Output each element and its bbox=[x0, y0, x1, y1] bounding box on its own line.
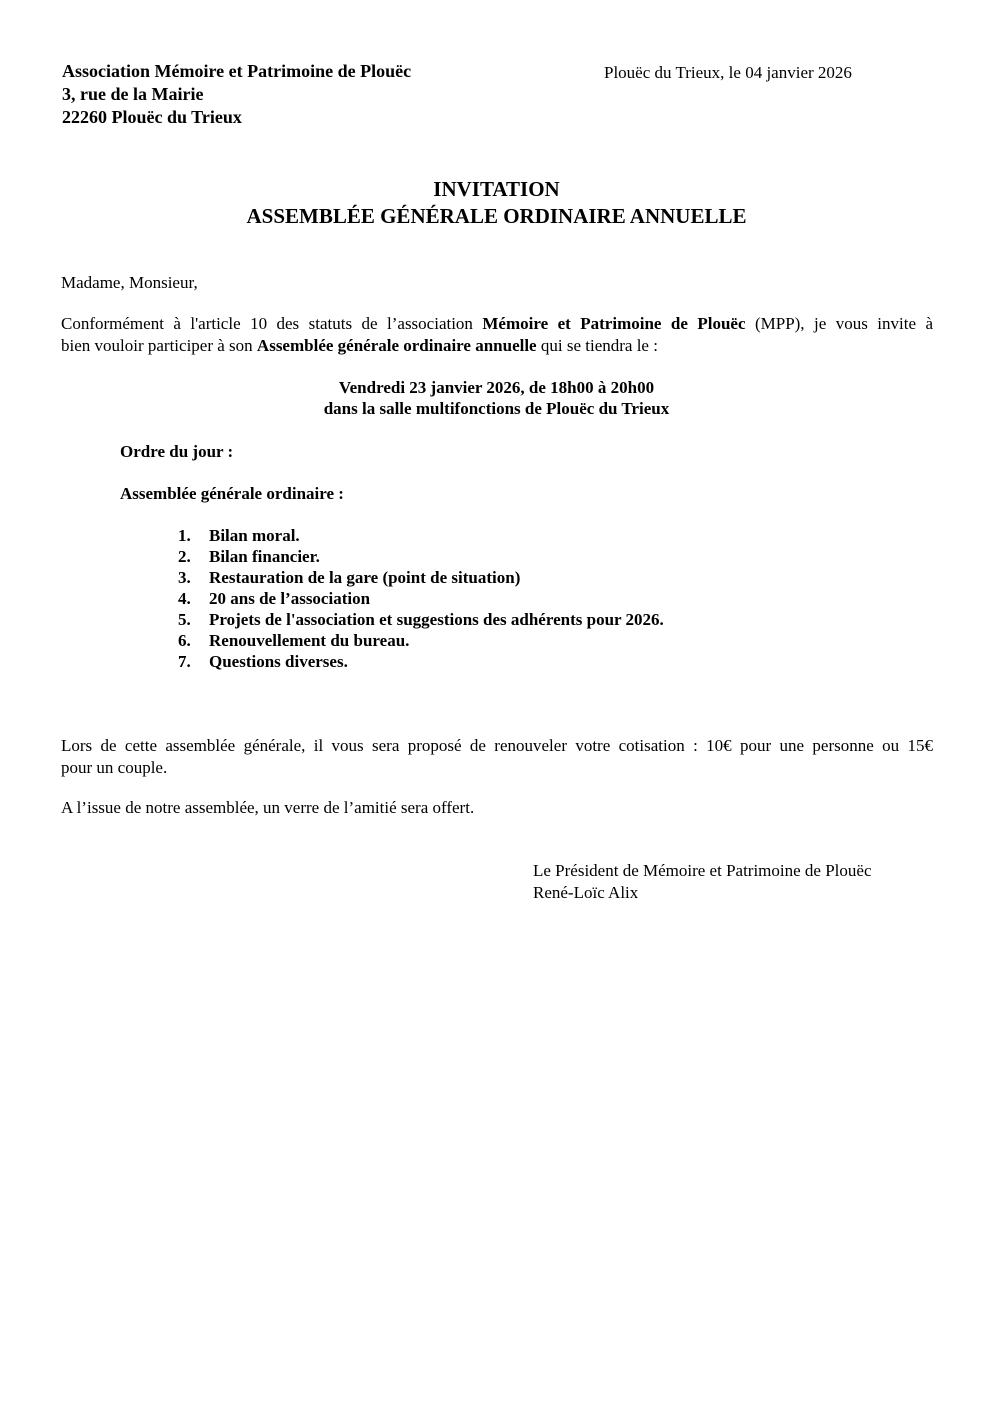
intro-paragraph bbox=[61, 313, 933, 357]
signatory-name: René-Loïc Alix bbox=[533, 883, 639, 902]
signatory-role: Le Président de Mémoire et Patrimoine de Plouëc bbox=[533, 861, 872, 880]
event-location: dans la salle multifonctions de Plouëc du Trieux bbox=[323, 399, 670, 418]
agenda-item bbox=[178, 609, 664, 630]
sender-address-block bbox=[62, 60, 411, 129]
event-details bbox=[0, 377, 993, 419]
agenda-item-number: 7. bbox=[178, 652, 191, 671]
agenda-item-text: 20 ans de l’association bbox=[209, 589, 371, 608]
agenda-item-number: 6. bbox=[178, 631, 191, 650]
intro-text-2: (MPP), je vous invite à bbox=[745, 314, 934, 333]
agenda-item-number: 5. bbox=[178, 610, 191, 629]
agenda-item bbox=[178, 567, 664, 588]
agenda-item bbox=[178, 546, 664, 567]
agenda-item-number: 4. bbox=[178, 589, 191, 608]
agenda-item-text: Restauration de la gare (point de situation) bbox=[209, 568, 521, 587]
agenda-item bbox=[178, 588, 664, 609]
agenda-item bbox=[178, 651, 664, 672]
agenda-title: Ordre du jour : bbox=[120, 442, 234, 461]
agenda-item-text: Renouvellement du bureau. bbox=[209, 631, 410, 650]
agenda-item bbox=[178, 630, 664, 651]
agenda-item-number: 2. bbox=[178, 547, 191, 566]
intro-line-1 bbox=[61, 313, 933, 335]
intro-text-1: Conformément à l'article 10 des statuts de l’association bbox=[61, 314, 483, 333]
agenda-item bbox=[178, 525, 664, 546]
agenda-subtitle: Assemblée générale ordinaire : bbox=[120, 484, 344, 503]
assembly-name: Assemblée générale ordinaire annuelle bbox=[256, 336, 537, 355]
agenda-list bbox=[178, 525, 664, 672]
cotisation-line-2: pour un couple. bbox=[61, 758, 168, 777]
signature-block bbox=[533, 860, 872, 904]
title-assembly: ASSEMBLÉE GÉNÉRALE ORDINAIRE ANNUELLE bbox=[246, 204, 747, 228]
place-and-date: Plouëc du Trieux, le 04 janvier 2026 bbox=[604, 63, 852, 82]
intro-text-4: qui se tiendra le : bbox=[536, 336, 658, 355]
agenda-item-text: Projets de l'association et suggestions des adhérents pour 2026. bbox=[209, 610, 664, 629]
sender-street: 3, rue de la Mairie bbox=[62, 84, 204, 104]
cotisation-paragraph bbox=[61, 735, 933, 779]
agenda-item-text: Bilan financier. bbox=[209, 547, 320, 566]
association-name: Mémoire et Patrimoine de Plouëc bbox=[482, 314, 746, 333]
event-date-time: Vendredi 23 janvier 2026, de 18h00 à 20h00 bbox=[338, 378, 655, 397]
intro-line-2 bbox=[61, 335, 933, 357]
sender-city: 22260 Plouëc du Trieux bbox=[62, 107, 242, 127]
agenda-item-text: Bilan moral. bbox=[209, 526, 300, 545]
agenda-item-number: 3. bbox=[178, 568, 191, 587]
agenda-item-number: 1. bbox=[178, 526, 191, 545]
cotisation-line-1: Lors de cette assemblée générale, il vous sera proposé de renouveler votre cotisation : 10€ pour une personne ou 15€ bbox=[61, 736, 933, 755]
salutation: Madame, Monsieur, bbox=[61, 273, 198, 292]
document-title bbox=[0, 176, 993, 230]
sender-name: Association Mémoire et Patrimoine de Plouëc bbox=[62, 61, 412, 81]
agenda-item-text: Questions diverses. bbox=[209, 652, 348, 671]
intro-text-3: bien vouloir participer à son bbox=[61, 336, 257, 355]
title-invitation: INVITATION bbox=[433, 177, 560, 201]
closing-paragraph: A l’issue de notre assemblée, un verre de l’amitié sera offert. bbox=[61, 798, 475, 817]
